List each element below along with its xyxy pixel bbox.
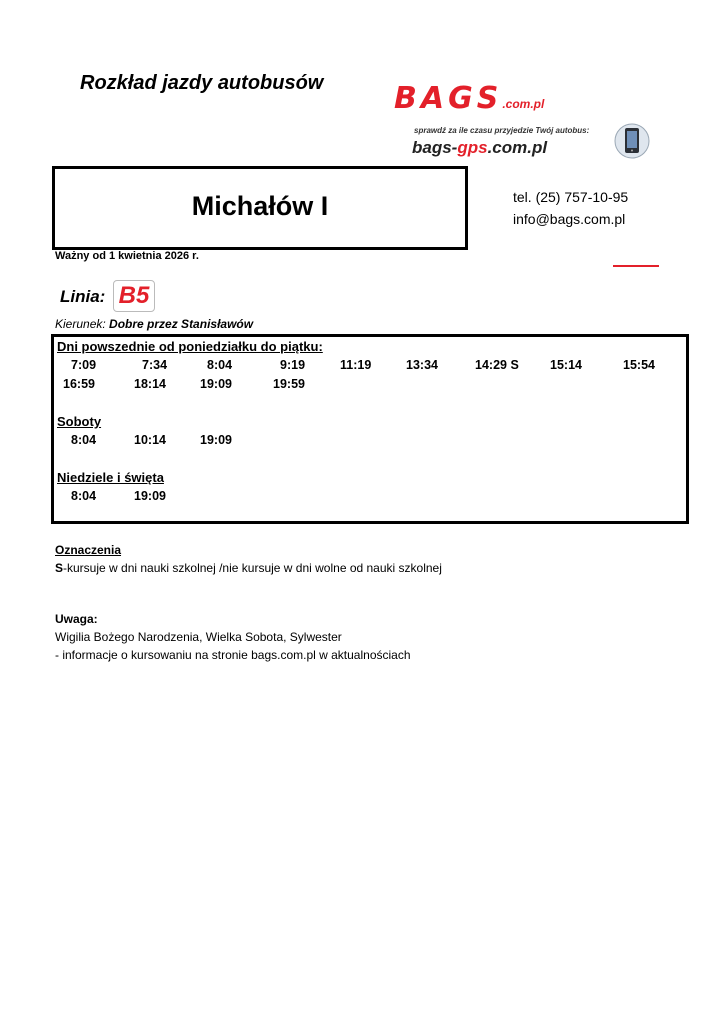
bags-logo-brand: BAGS bbox=[394, 81, 503, 116]
bags-logo bbox=[394, 81, 666, 116]
gps-logo bbox=[412, 138, 547, 158]
weekdays-row-2 bbox=[54, 377, 684, 395]
valid-from: Ważny od 1 kwietnia 2026 r. bbox=[55, 250, 199, 262]
departure-time: 11:19 bbox=[340, 358, 372, 372]
departure-time: 8:04 bbox=[71, 433, 97, 447]
departure-time: 19:09 bbox=[200, 377, 232, 391]
contact-email: info@bags.com.pl bbox=[513, 211, 626, 227]
saturdays-row-1 bbox=[54, 433, 684, 451]
red-divider bbox=[613, 265, 659, 267]
note-title: Uwaga: bbox=[55, 612, 98, 626]
note-line-2: - informacje o kursowaniu na stronie bags.com.pl w aktualnościach bbox=[55, 648, 411, 662]
departure-time: 15:54 bbox=[623, 358, 655, 372]
departure-time: 18:14 bbox=[134, 377, 166, 391]
departure-time: 19:59 bbox=[273, 377, 305, 391]
gps-logo-part-b: gps bbox=[457, 138, 488, 157]
contact-phone: tel. (25) 757-10-95 bbox=[513, 189, 629, 205]
direction-value: Dobre przez Stanisławów bbox=[109, 317, 254, 331]
line-label: Linia: bbox=[60, 287, 106, 306]
sundays-title: Niedziele i święta bbox=[57, 470, 164, 485]
departure-time: 19:09 bbox=[134, 489, 166, 503]
stop-name-box bbox=[52, 166, 468, 250]
gps-logo-part-c: .com.pl bbox=[487, 138, 548, 157]
departure-time: 16:59 bbox=[63, 377, 95, 391]
weekdays-row-1 bbox=[54, 358, 684, 376]
departure-time: 13:34 bbox=[406, 358, 438, 372]
departure-time: 9:19 bbox=[280, 358, 306, 372]
gps-logo-part-a: bags- bbox=[412, 138, 458, 157]
legend-symbol: S bbox=[55, 561, 64, 575]
stop-name: Michałów I bbox=[191, 191, 329, 221]
departure-time: 8:04 bbox=[207, 358, 233, 372]
departure-time: 10:14 bbox=[134, 433, 166, 447]
gps-tagline: sprawdź za ile czasu przyjedzie Twój autobus: bbox=[414, 126, 590, 135]
departure-time: 7:34 bbox=[142, 358, 168, 372]
contact-info bbox=[513, 186, 628, 230]
legend-entry bbox=[55, 561, 442, 575]
note-line-1: Wigilia Bożego Narodzenia, Wielka Sobota, Sylwester bbox=[55, 630, 342, 644]
page-heading: Rozkład jazdy autobusów bbox=[80, 72, 324, 94]
sundays-row-1 bbox=[54, 489, 684, 507]
line-number-badge: B5 bbox=[113, 280, 155, 312]
departure-time: 8:04 bbox=[71, 489, 97, 503]
direction bbox=[55, 317, 253, 331]
departure-time: 14:29 S bbox=[475, 358, 519, 372]
saturdays-title: Soboty bbox=[57, 414, 102, 429]
departure-time: 7:09 bbox=[71, 358, 97, 372]
legend-description: -kursuje w dni nauki szkolnej /nie kursuje w dni wolne od nauki szkolnej bbox=[63, 561, 442, 575]
departure-time: 19:09 bbox=[200, 433, 232, 447]
legend-title: Oznaczenia bbox=[55, 543, 122, 557]
departure-time: 15:14 bbox=[550, 358, 582, 372]
smartphone-icon bbox=[612, 123, 652, 159]
bags-logo-suffix: .com.pl bbox=[502, 97, 545, 111]
timetable-box bbox=[51, 334, 689, 524]
direction-label: Kierunek: bbox=[55, 317, 106, 331]
weekdays-title: Dni powszednie od poniedziałku do piątku: bbox=[57, 339, 323, 354]
